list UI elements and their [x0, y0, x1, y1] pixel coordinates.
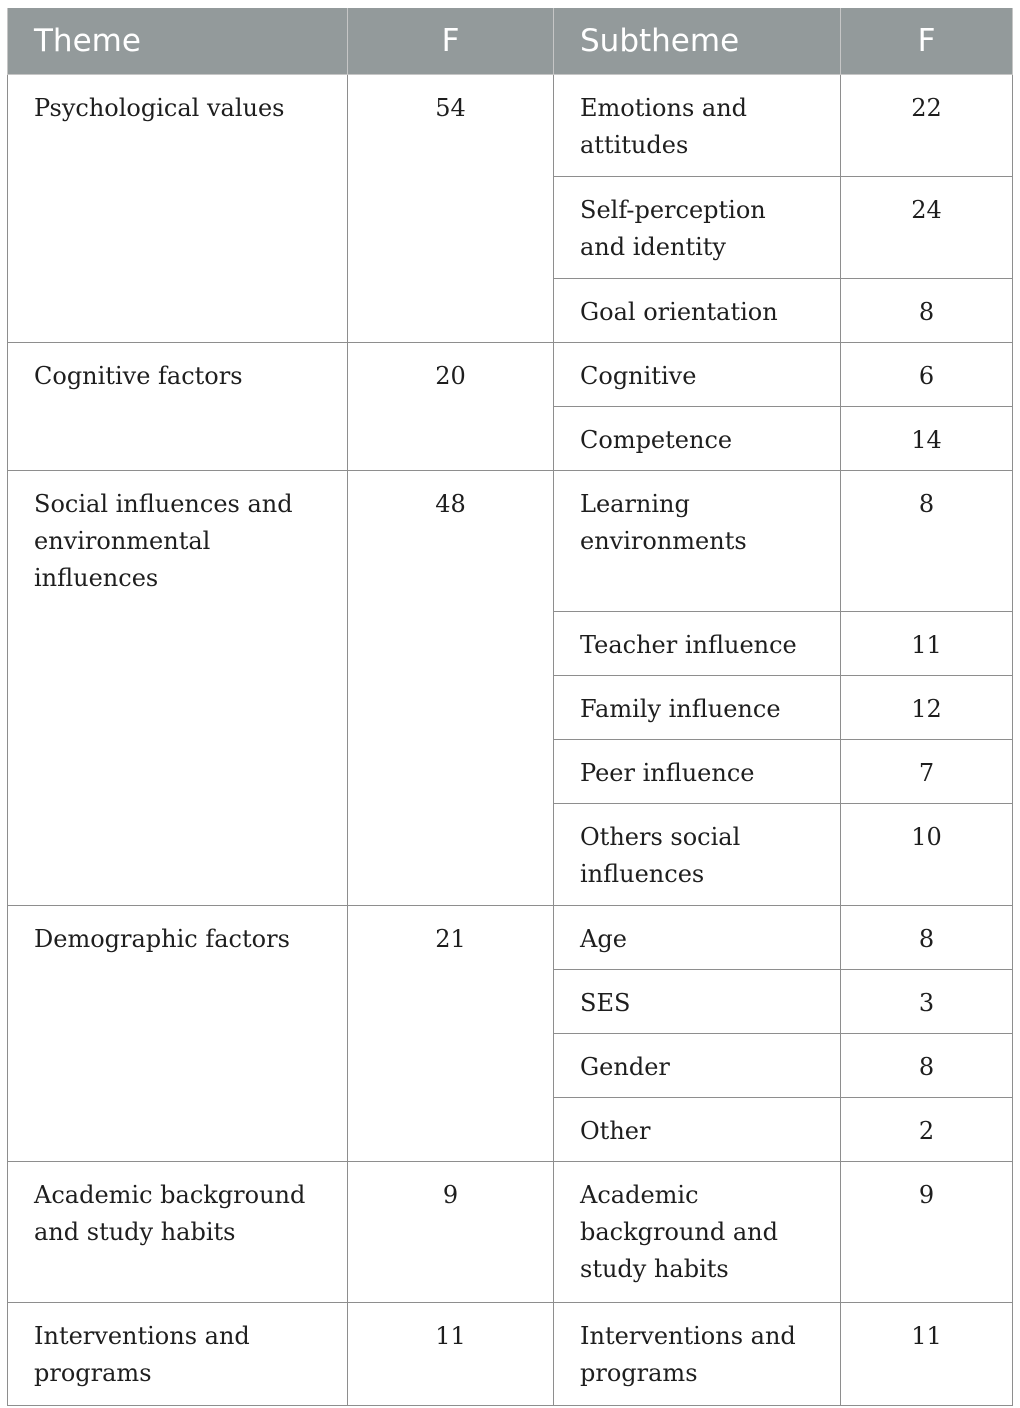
theme-frequency: 48 [348, 471, 554, 906]
header-theme-frequency: F [348, 8, 554, 75]
subtheme-cell: Self-perception and identity [554, 177, 841, 279]
table-row [8, 471, 1013, 612]
table-row [8, 1303, 1013, 1406]
subtheme-frequency: 11 [841, 612, 1013, 676]
theme-frequency: 20 [348, 343, 554, 471]
subtheme-cell: Age [554, 906, 841, 970]
theme-cell: Cognitive factors [8, 343, 348, 471]
table-row [8, 343, 1013, 407]
theme-frequency: 9 [348, 1162, 554, 1303]
subtheme-frequency: 6 [841, 343, 1013, 407]
subtheme-cell: Gender [554, 1034, 841, 1098]
subtheme-frequency: 2 [841, 1098, 1013, 1162]
subtheme-cell: Learning environments [554, 471, 841, 612]
theme-cell: Psychological values [8, 75, 348, 343]
subtheme-cell: Peer influence [554, 740, 841, 804]
subtheme-cell: Interventions and programs [554, 1303, 841, 1406]
subtheme-cell: Other [554, 1098, 841, 1162]
subtheme-frequency: 8 [841, 279, 1013, 343]
subtheme-cell: Academic background and study habits [554, 1162, 841, 1303]
header-theme: Theme [8, 8, 348, 75]
table-row [8, 75, 1013, 177]
subtheme-frequency: 10 [841, 804, 1013, 906]
themes-table [7, 8, 1013, 1406]
subtheme-cell: Competence [554, 407, 841, 471]
subtheme-cell: SES [554, 970, 841, 1034]
table-body [8, 75, 1013, 1406]
header-subtheme: Subtheme [554, 8, 841, 75]
subtheme-frequency: 12 [841, 676, 1013, 740]
subtheme-frequency: 7 [841, 740, 1013, 804]
subtheme-cell: Teacher influence [554, 612, 841, 676]
table-header [8, 8, 1013, 75]
theme-frequency: 21 [348, 906, 554, 1162]
subtheme-frequency: 8 [841, 906, 1013, 970]
theme-cell: Demographic factors [8, 906, 348, 1162]
table-row [8, 1162, 1013, 1303]
subtheme-frequency: 8 [841, 1034, 1013, 1098]
theme-cell: Social influences and environmental influences [8, 471, 348, 906]
subtheme-frequency: 24 [841, 177, 1013, 279]
subtheme-frequency: 8 [841, 471, 1013, 612]
subtheme-cell: Family influence [554, 676, 841, 740]
table-row [8, 906, 1013, 970]
theme-frequency: 11 [348, 1303, 554, 1406]
header-subtheme-frequency: F [841, 8, 1013, 75]
subtheme-frequency: 9 [841, 1162, 1013, 1303]
header-row [8, 8, 1013, 75]
subtheme-frequency: 22 [841, 75, 1013, 177]
theme-frequency: 54 [348, 75, 554, 343]
subtheme-frequency: 14 [841, 407, 1013, 471]
subtheme-frequency: 11 [841, 1303, 1013, 1406]
subtheme-cell: Cognitive [554, 343, 841, 407]
subtheme-cell: Others social influences [554, 804, 841, 906]
subtheme-frequency: 3 [841, 970, 1013, 1034]
subtheme-cell: Emotions and attitudes [554, 75, 841, 177]
subtheme-cell: Goal orientation [554, 279, 841, 343]
theme-cell: Interventions and programs [8, 1303, 348, 1406]
theme-cell: Academic background and study habits [8, 1162, 348, 1303]
